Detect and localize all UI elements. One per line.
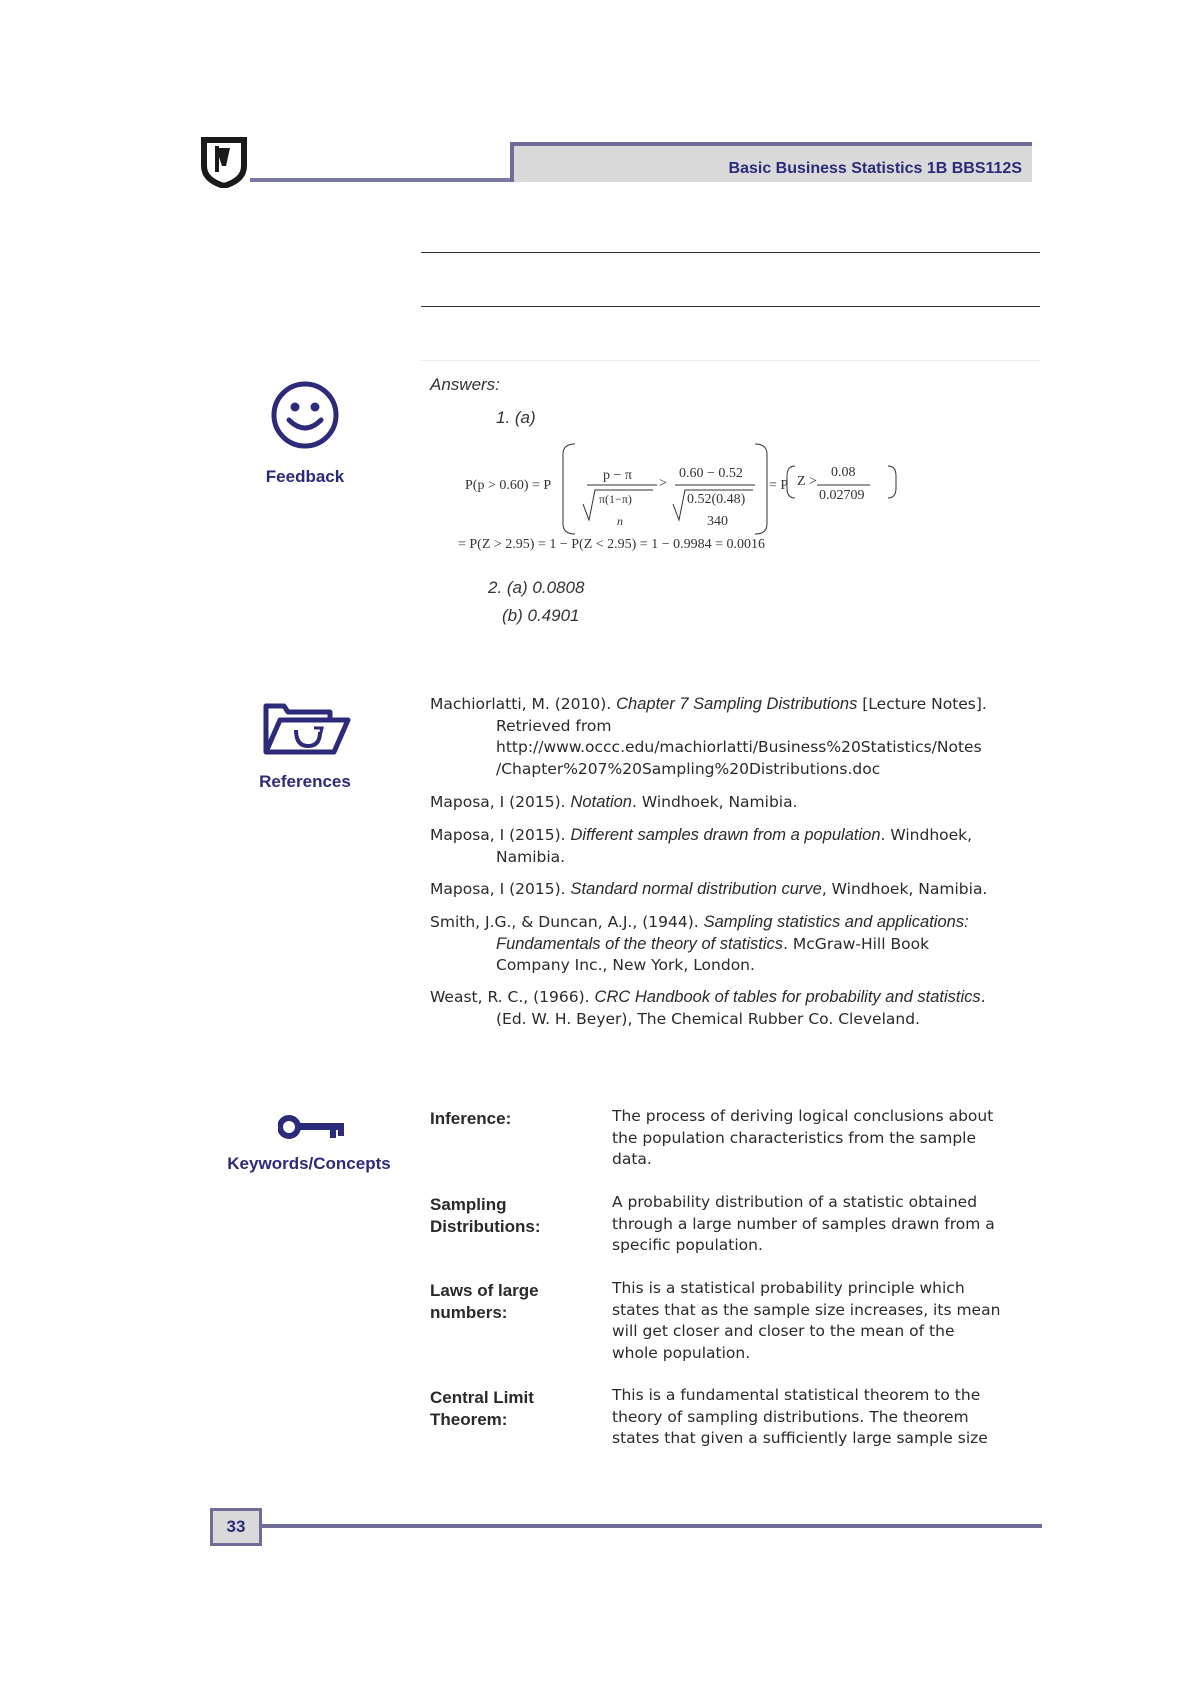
course-title: Basic Business Statistics 1B BBS112S: [728, 160, 1022, 177]
reference-item: [430, 694, 1030, 780]
ref-author: Maposa, I (2015).: [430, 826, 571, 844]
ref-cont-line: [430, 934, 1030, 956]
blank-answer-line-2: [421, 306, 1040, 307]
reference-item: [430, 792, 1030, 814]
ref-post: . Windhoek,: [880, 826, 973, 844]
reference-item: [430, 912, 1030, 977]
formula-z-gt: Z >: [797, 474, 817, 489]
ref-author: Maposa, I (2015).: [430, 793, 571, 811]
def-line: The process of deriving logical conclusions about: [612, 1107, 994, 1125]
formula-eq-p: = P: [769, 478, 789, 493]
ref-url[interactable]: http://www.occc.edu/machiorlatti/Business%20Statistics/Notes: [496, 738, 982, 756]
ref-title: Chapter 7 Sampling Distributions: [616, 695, 858, 713]
ref-publisher: . McGraw-Hill Book: [783, 934, 930, 953]
keywords-label: Keywords/Concepts: [227, 1154, 391, 1173]
formula-frac3-num: 0.08: [831, 465, 856, 480]
ref-title: Sampling statistics and applications:: [703, 913, 969, 931]
term-line: Theorem:: [430, 1409, 508, 1429]
probability-formula: [465, 440, 905, 540]
term-line: Inference:: [430, 1109, 512, 1128]
keyword-definition: [612, 1106, 1032, 1171]
ref-title: Notation: [570, 793, 632, 811]
formula-gt: >: [659, 476, 667, 491]
def-line: states that given a sufficiently large sample size: [612, 1429, 988, 1447]
def-line: A probability distribution of a statistic obtained: [612, 1193, 978, 1211]
def-line: whole population.: [612, 1343, 751, 1362]
term-line: Sampling: [430, 1195, 507, 1214]
ref-cont: Retrieved from: [496, 716, 612, 735]
keyword-term: [430, 1108, 580, 1130]
ref-title: CRC Handbook of tables for probability and statistics: [594, 988, 981, 1006]
ref-post: [Lecture Notes].: [857, 695, 987, 713]
reference-item: [430, 825, 1030, 868]
footer-rule: [262, 1524, 1042, 1528]
ref-author: Smith, J.G., & Duncan, A.J., (1944).: [430, 913, 704, 931]
feedback-label: Feedback: [265, 467, 345, 486]
def-line: This is a fundamental statistical theorem to the: [612, 1386, 981, 1404]
question-1a-label: 1. (a): [496, 408, 536, 427]
formula-frac1-num: p − π: [603, 468, 632, 483]
keyword-definition: [612, 1192, 1032, 1257]
keyword-term: [430, 1280, 580, 1323]
keyword-term: [430, 1387, 580, 1430]
keyword-definition: [612, 1385, 1032, 1450]
formula-lhs: P(p > 0.60) = P: [465, 478, 552, 493]
answer-2a: 2. (a) 0.0808: [488, 578, 585, 597]
formula-frac2-n: 340: [707, 514, 728, 529]
ref-cont: Namibia.: [496, 847, 566, 866]
term-line: numbers:: [430, 1302, 508, 1322]
key-icon: [278, 1112, 348, 1142]
header-title-box: [510, 142, 1032, 182]
def-line: theory of sampling distributions. The theorem: [612, 1407, 969, 1426]
ref-post: . Windhoek, Namibia.: [631, 793, 798, 811]
ref-author: Machiorlatti, M. (2010).: [430, 695, 617, 713]
formula-frac1-den: π(1−π): [599, 492, 632, 506]
answer-2b: (b) 0.4901: [502, 606, 580, 625]
formula-frac3-den: 0.02709: [819, 488, 865, 503]
ref-cont: Company Inc., New York, London.: [496, 956, 755, 974]
formula-frac2-den: 0.52(0.48): [687, 492, 746, 507]
term-line: Central Limit: [430, 1388, 534, 1407]
def-line: This is a statistical probability principle which: [612, 1279, 965, 1297]
term-line: Distributions:: [430, 1216, 541, 1236]
ref-post: .: [980, 988, 986, 1006]
section-divider: [421, 360, 1040, 361]
formula-frac2-num: 0.60 − 0.52: [679, 466, 743, 481]
ref-author: Weast, R. C., (1966).: [430, 988, 595, 1006]
formula-frac1-n: n: [617, 514, 623, 528]
def-line: through a large number of samples drawn from a: [612, 1214, 995, 1233]
keyword-definition: [612, 1278, 1032, 1364]
smiley-icon: [270, 380, 340, 450]
ref-title: Different samples drawn from a population: [570, 826, 881, 844]
ref-title: Standard normal distribution curve: [570, 880, 822, 898]
formula-result-line: = P(Z > 2.95) = 1 − P(Z < 2.95) = 1 − 0.9984 = 0.0016: [458, 537, 765, 552]
references-label: References: [259, 772, 351, 791]
def-line: specific population.: [612, 1236, 763, 1254]
term-line: Laws of large: [430, 1281, 539, 1300]
reference-item: [430, 987, 1030, 1030]
ref-cont: (Ed. W. H. Beyer), The Chemical Rubber Co. Cleveland.: [496, 1009, 920, 1028]
institution-logo: [198, 136, 250, 188]
ref-url-cont[interactable]: /Chapter%207%20Sampling%20Distributions.doc: [496, 759, 881, 778]
def-line: data.: [612, 1150, 652, 1168]
ref-subtitle: Fundamentals of the theory of statistics: [496, 934, 784, 953]
reference-item: [430, 879, 1030, 901]
ref-author: Maposa, I (2015).: [430, 880, 571, 898]
keyword-term: [430, 1194, 580, 1237]
header-rule: [250, 178, 512, 182]
def-line: states that as the sample size increases, its mean: [612, 1300, 1001, 1319]
folder-refresh-icon: [262, 698, 352, 756]
page-number: 33: [210, 1508, 262, 1546]
answers-heading: Answers:: [430, 375, 500, 394]
ref-post: , Windhoek, Namibia.: [821, 880, 988, 898]
def-line: the population characteristics from the sample: [612, 1128, 977, 1147]
blank-answer-line-1: [421, 252, 1040, 253]
def-line: will get closer and closer to the mean of the: [612, 1322, 955, 1340]
